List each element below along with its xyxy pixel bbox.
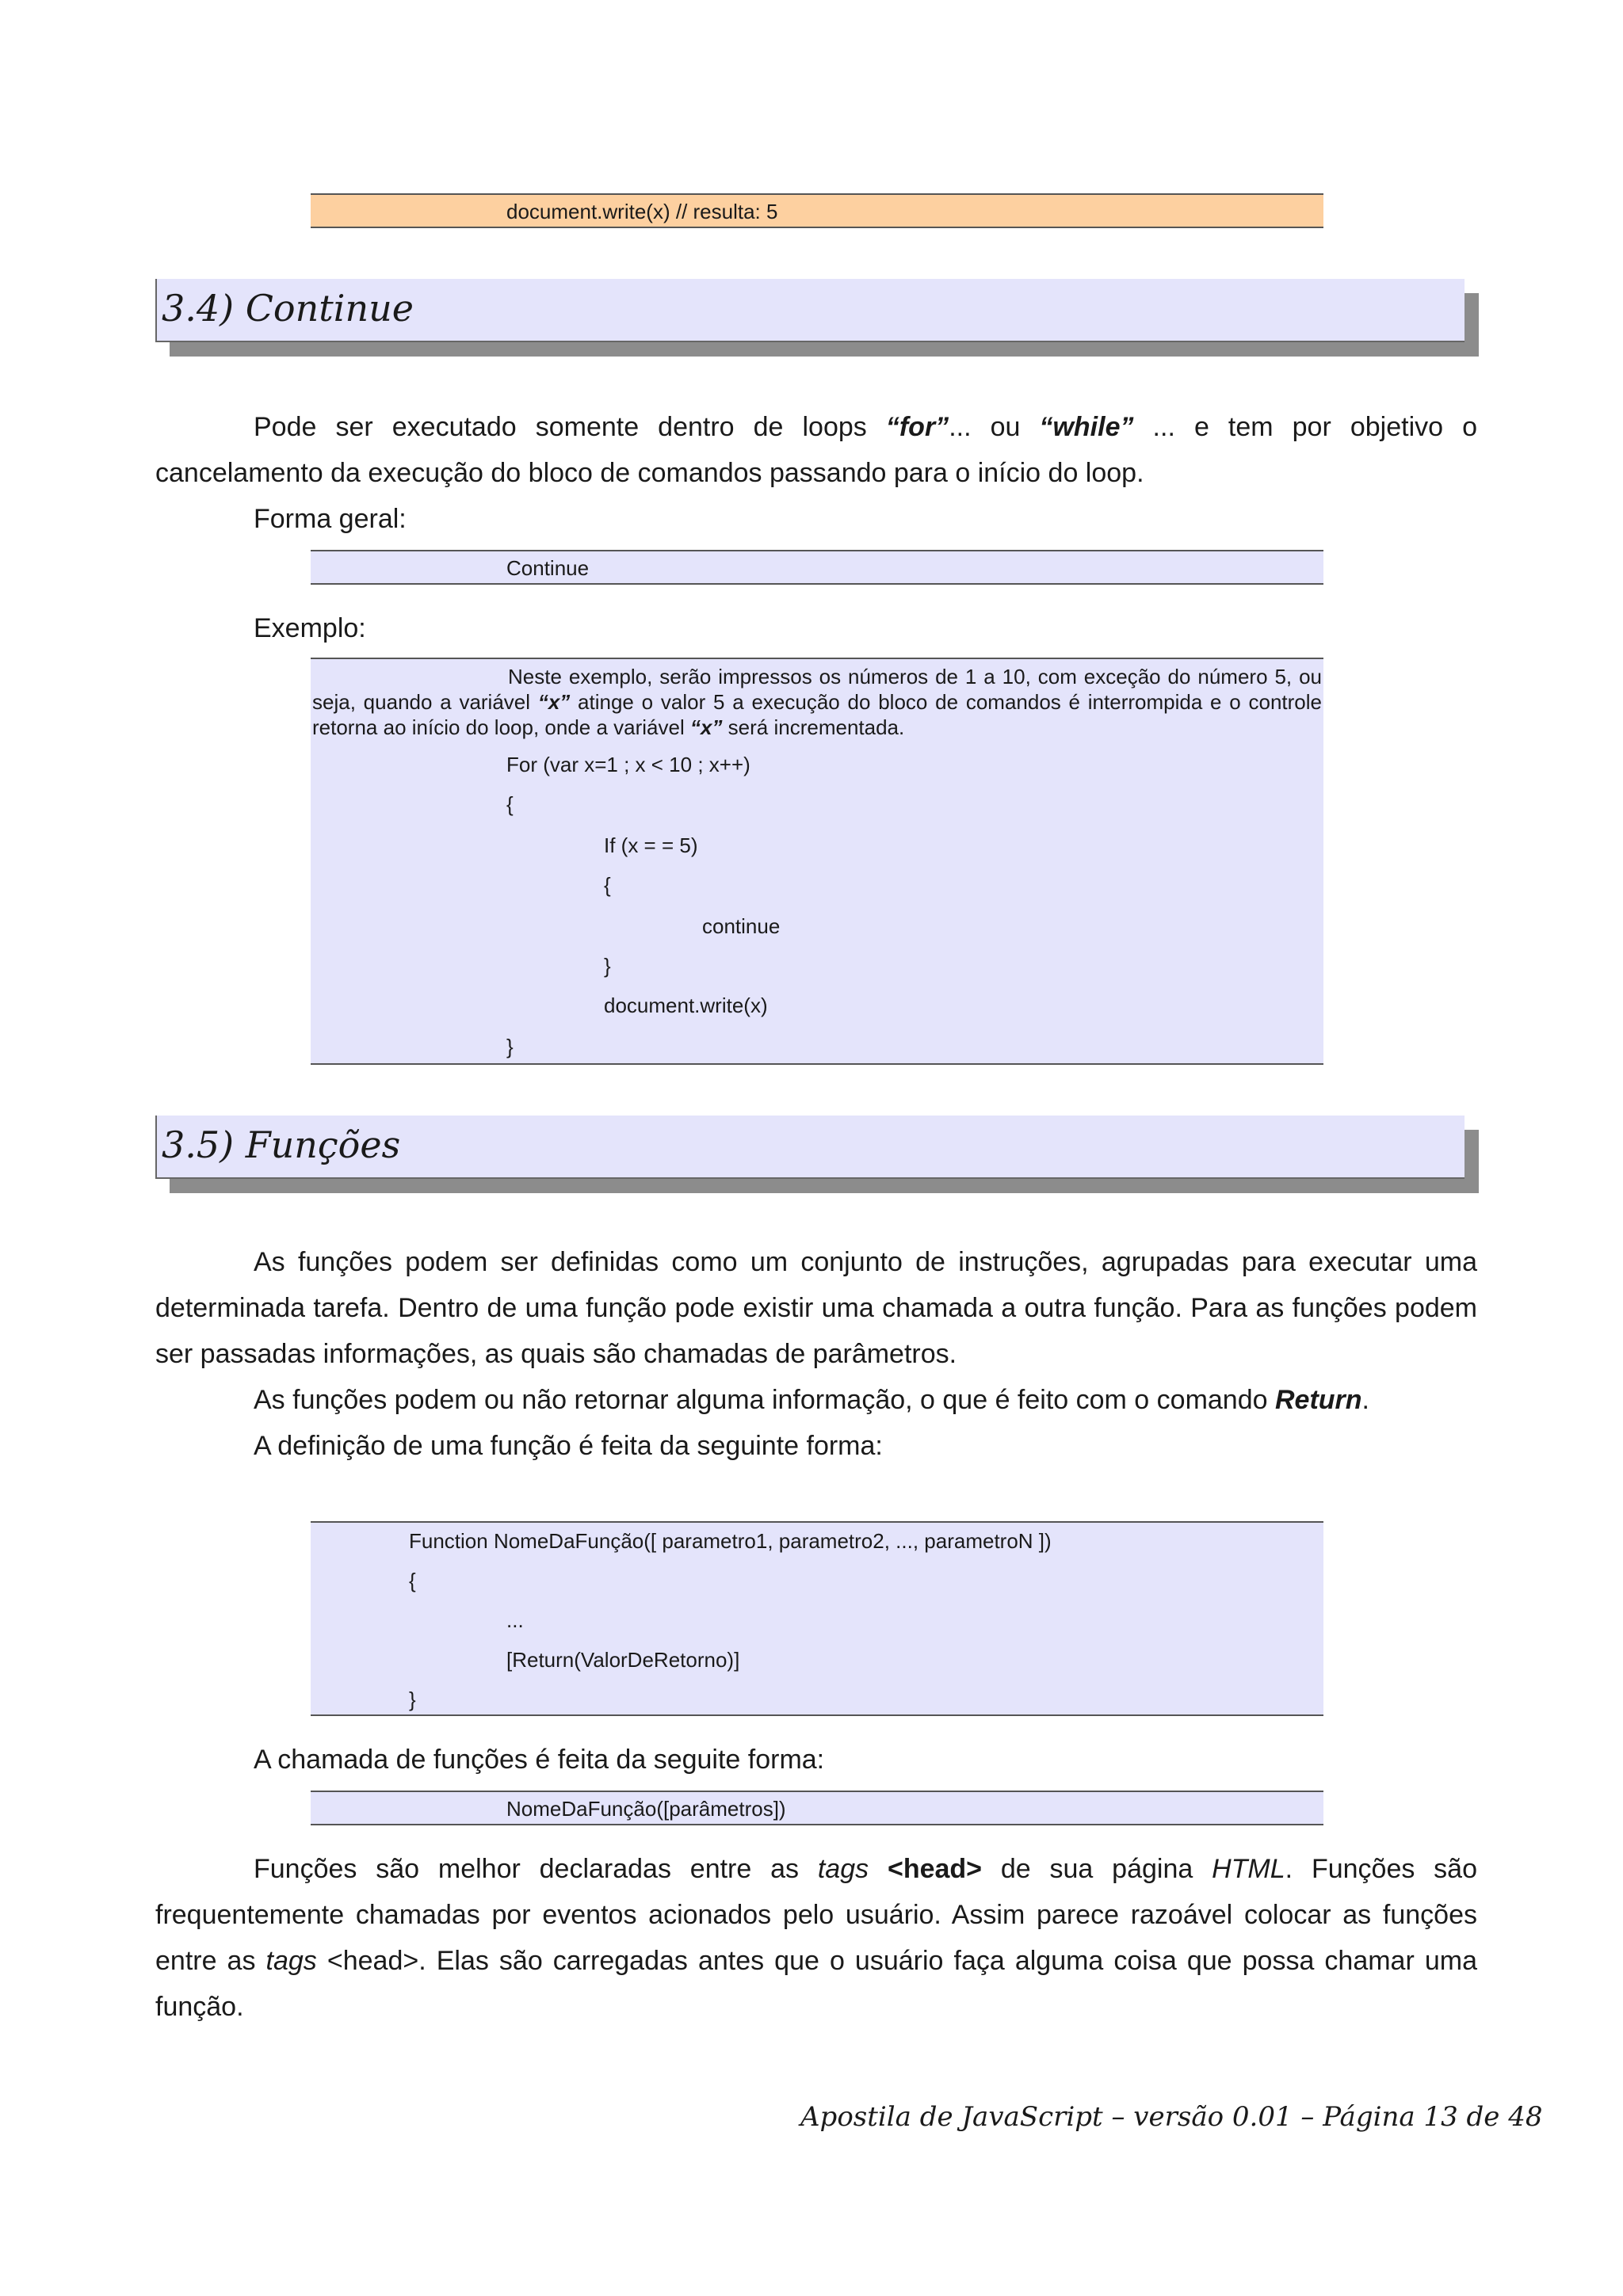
text: .: [1361, 1385, 1369, 1415]
code-line: }: [604, 954, 611, 978]
term-tags: tags: [265, 1946, 317, 1976]
code-line: document.write(x) // resulta: 5: [506, 200, 778, 223]
text: . Funções são frequentemente chamadas por eventos acionados pelo usuário. Assim parece razoável colocar as funções entre as: [155, 1854, 1477, 1976]
code-line: ...: [506, 1608, 524, 1632]
code-line: {: [506, 792, 514, 816]
term-head: <head>: [887, 1854, 983, 1884]
text: Funções são melhor declaradas entre as: [254, 1854, 818, 1884]
code-box-chamada: [311, 1791, 1323, 1825]
keyword-while: “while”: [1039, 412, 1134, 442]
code-box-top: [311, 193, 1323, 228]
section-title: 3.5) Funções: [162, 1123, 401, 1166]
text: ... e tem por objetivo o cancelamento da execução do bloco de comandos passando para o início do loop.: [155, 412, 1478, 488]
code-line: continue: [702, 914, 781, 938]
text: <head>. Elas são carregadas antes que o usuário faça alguma coisa que possa chamar uma função.: [155, 1946, 1477, 2022]
code-line: }: [506, 1035, 514, 1058]
text: ... ou: [949, 412, 1040, 442]
paragraph-chamada: A chamada de funções é feita da seguite forma:: [254, 1745, 825, 1775]
text: de sua página: [982, 1854, 1212, 1884]
var-x: “x”: [689, 715, 723, 739]
code-line: Continue: [506, 556, 590, 580]
exemplo-label: Exemplo:: [254, 613, 366, 643]
code-line: {: [409, 1569, 416, 1592]
section-title: 3.4) Continue: [162, 287, 414, 330]
term-tags: tags: [817, 1854, 869, 1884]
code-line: If (x = = 5): [604, 833, 698, 857]
section-heading-funcoes: [155, 1116, 1465, 1179]
page-footer: Apostila de JavaScript – versão 0.01 – Página 13 de 48: [800, 2101, 1543, 2133]
paragraph-continue-intro: [155, 404, 1477, 496]
paragraph-definicao: A definição de uma função é feita da seguinte forma:: [254, 1431, 883, 1461]
code-line: document.write(x): [604, 994, 768, 1017]
code-box-definicao: [311, 1521, 1323, 1716]
text: Pode ser executado somente dentro de loops: [254, 412, 886, 442]
code-line: }: [409, 1688, 416, 1711]
text: atinge o valor 5 a execução do bloco de comandos é interrompida e o controle retorna ao início do loop, onde a variável: [312, 690, 1323, 739]
text: As funções podem ou não retornar alguma informação, o que é feito com o comando: [254, 1385, 1275, 1415]
keyword-for: “for”: [885, 412, 949, 442]
section-heading-continue: [155, 279, 1465, 342]
code-line: For (var x=1 ; x < 10 ; x++): [506, 753, 750, 776]
code-line: {: [604, 873, 611, 897]
paragraph-funcoes-intro: As funções podem ser definidas como um conjunto de instruções, agrupadas para executar uma determinada tarefa. Dentro de uma função pode existir uma chamada a outra função. Para as funções podem ser passadas informações, as quais são chamadas de parâmetros.: [155, 1247, 1477, 1369]
text: será incrementada.: [722, 715, 905, 739]
var-x: “x”: [537, 690, 571, 714]
code-line: NomeDaFunção([parâmetros]): [506, 1797, 786, 1821]
text: Neste exemplo, serão impressos os números de 1 a 10, com exceção do número 5, ou seja, quando a variável: [312, 665, 1322, 714]
code-line: Function NomeDaFunção([ parametro1, parametro2, ..., parametroN ]): [409, 1529, 1052, 1553]
code-box-exemplo: [311, 658, 1323, 1065]
paragraph-head-tags: [155, 1846, 1477, 2030]
keyword-return: Return: [1274, 1385, 1362, 1415]
code-line: [Return(ValorDeRetorno)]: [506, 1648, 740, 1672]
paragraph-return: [254, 1377, 1369, 1423]
term-html: HTML: [1212, 1854, 1285, 1884]
code-box-forma-geral: [311, 550, 1323, 585]
forma-geral-label: Forma geral:: [254, 504, 407, 534]
exemplo-note: [311, 659, 1323, 740]
